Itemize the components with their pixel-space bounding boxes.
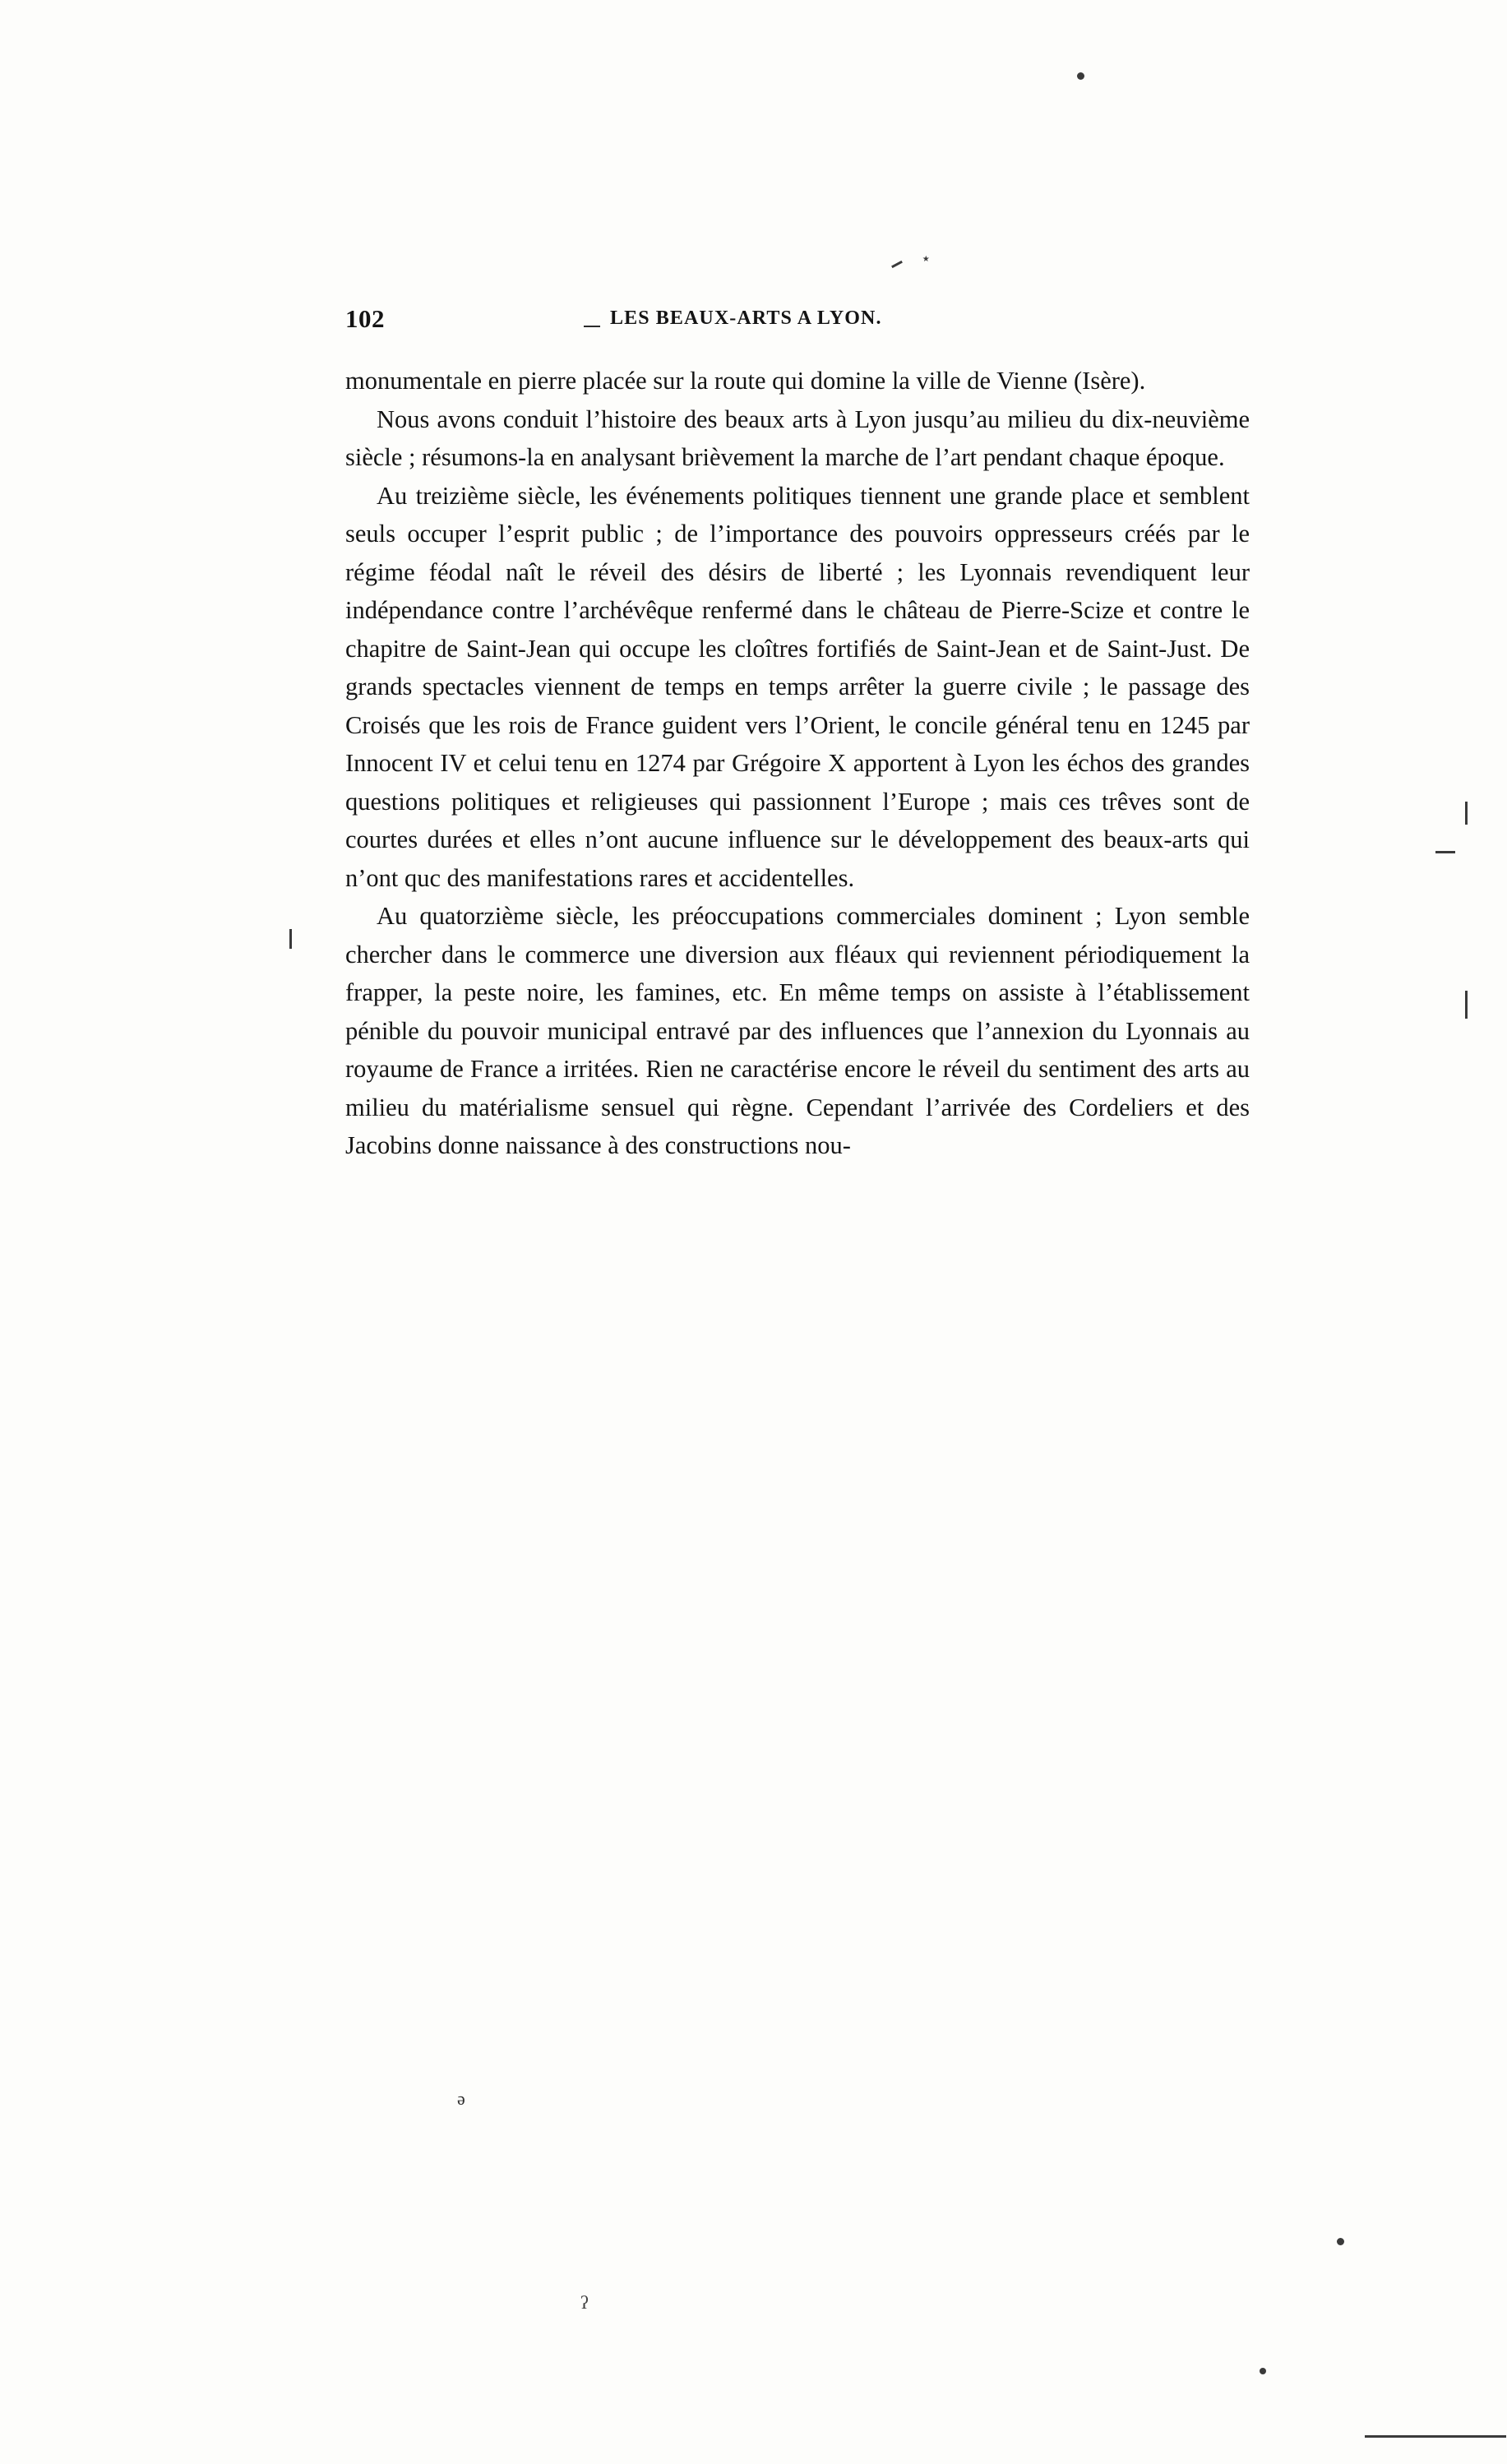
scan-edge-rule <box>1365 2435 1506 2438</box>
scan-artifact-dot-lower <box>1337 2238 1344 2245</box>
running-head-dash <box>584 326 600 327</box>
scan-artifact-mark <box>891 261 903 268</box>
scan-artifact-tick: ⋆ <box>921 250 931 268</box>
running-head-title: LES BEAUX-ARTS A LYON. <box>610 307 882 329</box>
running-head <box>345 304 1250 342</box>
scan-artifact-dot <box>1077 72 1084 80</box>
scan-artifact-dot-lower-2 <box>1260 2368 1266 2374</box>
paragraph: monumentale en pierre placée sur la route qui domine la ville de Vienne (Isère). <box>345 367 1146 395</box>
stray-glyph-one: ə <box>457 2088 465 2109</box>
paragraph: Nous avons conduit l’histoire des beaux arts à Lyon jusqu’au milieu du dix-neuvième siècle ; résumons-la en analysant brièvement la marche de l’art pendant chaque époque. <box>345 405 1250 471</box>
paragraph: Au treizième siècle, les événements politiques tiennent une grande place et semblent seuls occuper l’esprit public ; de l’importance des pouvoirs oppresseurs créés par le régime féodal naît le réveil des désirs de liberté ; les Lyonnais revendiquent leur indépendance contre l’archévêque renfermé dans le château de Pierre-Scize et contre le chapitre de Saint-Jean qui occupe les cloîtres fortifiés de Saint-Jean et de Saint-Just. De grands spectacles viennent de temps en temps arrêter la guerre civile ; le passage des Croisés que les rois de France guident vers l’Orient, le concile général tenu en 1245 par Innocent IV et celui tenu en 1274 par Grégoire X apportent à Lyon les échos des grandes questions politiques et religieuses qui passionnent l’Europe ; mais ces trêves sont de courtes durées et elles n’ont aucune influence sur le développement des beaux-arts qui n’ont quc des manifestations rares et accidentelles. <box>345 481 1250 892</box>
text-block <box>345 304 1250 1165</box>
paragraph: Au quatorzième siècle, les préoccupations commerciales dominent ; Lyon semble chercher dans le commerce une diversion aux fléaux qui reviennent périodiquement la frapper, la peste noire, les famines, etc. En même temps on assiste à l’établissement pénible du pouvoir municipal entravé par des influences que l’annexion du Lyonnais au royaume de France a irritées. Rien ne caractérise encore le réveil du sentiment des arts au milieu du matérialisme sensuel qui règne. Cependant l’arrivée des Cordeliers et des Jacobins donne naissance à des constructions nou- <box>345 902 1250 1159</box>
margin-mark-left <box>289 929 292 949</box>
stray-glyph-two: ʔ <box>580 2292 589 2313</box>
page-number: 102 <box>345 304 385 333</box>
margin-mark-right-lower <box>1465 991 1468 1019</box>
margin-mark-right-dash <box>1435 851 1455 853</box>
margin-mark-right-upper <box>1465 802 1468 825</box>
